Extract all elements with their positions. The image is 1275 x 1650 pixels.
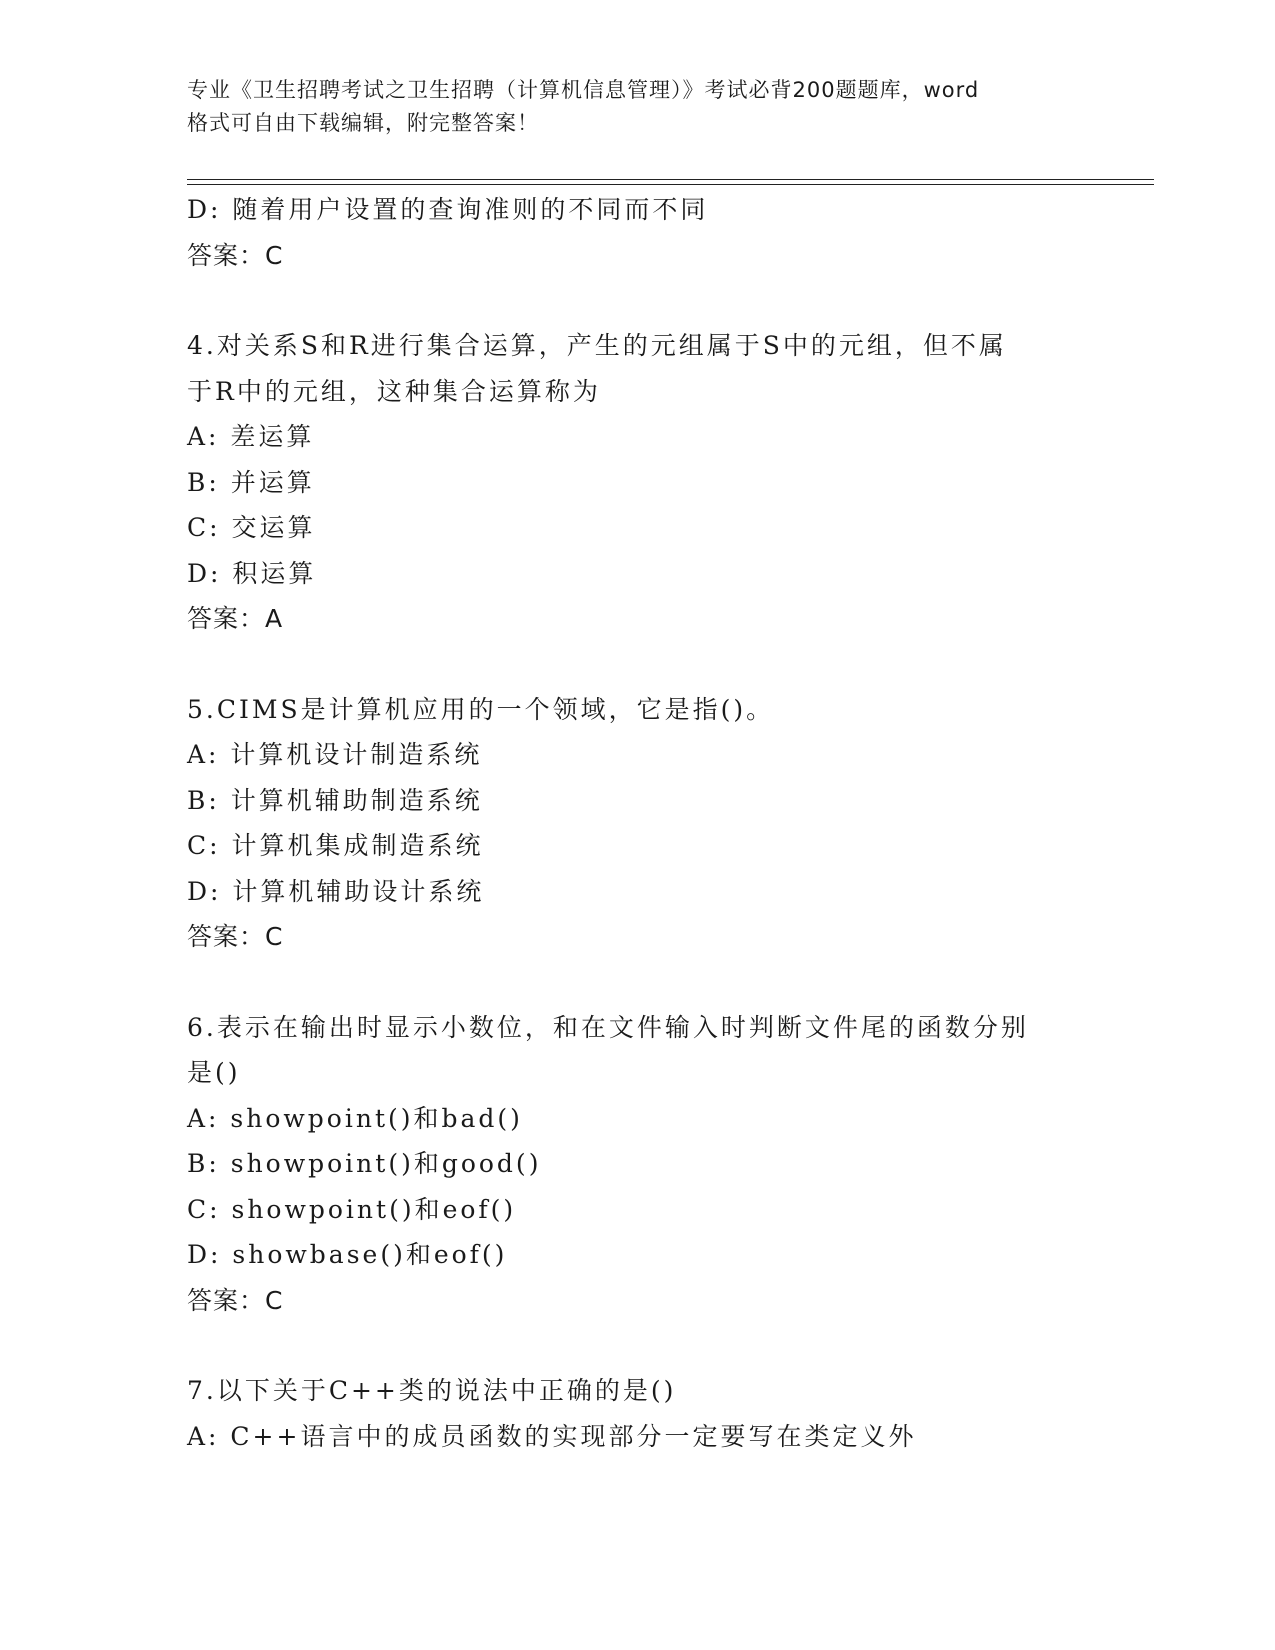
header-line-2: 格式可自由下载编辑，附完整答案！ [187, 111, 539, 135]
q5-option-a: A: 计算机设计制造系统 [187, 740, 483, 769]
q5-option-b: B: 计算机辅助制造系统 [187, 785, 483, 815]
q4-stem-line-2: 于R中的元组，这种集合运算称为 [187, 376, 601, 406]
q6-stem-line-2: 是() [187, 1058, 241, 1087]
q4-answer: 答案：A [187, 604, 284, 633]
q4-option-b: B: 并运算 [187, 467, 315, 497]
q6-option-c: C: showpoint()和eof() [187, 1194, 517, 1224]
header-divider-top [187, 179, 1154, 180]
spacer [187, 642, 1147, 687]
spacer [187, 960, 1147, 1005]
q6-option-d: D: showbase()和eof() [187, 1240, 508, 1269]
q5-answer: 答案：C [187, 922, 284, 951]
spacer [187, 278, 1147, 323]
q7-option-a: A: C++语言中的成员函数的实现部分一定要写在类定义外 [187, 1421, 917, 1451]
q6-option-a: A: showpoint()和bad() [187, 1103, 523, 1133]
q6-answer: 答案：C [187, 1285, 284, 1315]
q6-option-b: B: showpoint()和good() [187, 1149, 542, 1178]
q5-option-d: D: 计算机辅助设计系统 [187, 876, 485, 906]
q6-stem-line-1: 6.表示在输出时显示小数位，和在文件输入时判断文件尾的函数分别 [187, 1012, 1029, 1042]
question-list [187, 187, 1147, 1459]
q5-stem-line-1: 5.CIMS是计算机应用的一个领域，它是指()。 [187, 694, 775, 724]
q3-answer: 答案：C [187, 240, 284, 270]
q7-stem-line-1: 7.以下关于C++类的说法中正确的是() [187, 1376, 677, 1405]
q4-option-d: D: 积运算 [187, 558, 317, 588]
q4-stem-line-1: 4.对关系S和R进行集合运算，产生的元组属于S中的元组，但不属 [187, 331, 1007, 360]
q3-option-d: D: 随着用户设置的查询准则的不同而不同 [187, 195, 709, 224]
q5-option-c: C: 计算机集成制造系统 [187, 831, 484, 860]
q4-option-a: A: 差运算 [187, 422, 315, 451]
q4-option-c: C: 交运算 [187, 513, 316, 542]
spacer [187, 1323, 1147, 1368]
header-line-1: 专业《卫生招聘考试之卫生招聘（计算机信息管理）》考试必背200题题库，word [187, 78, 980, 102]
header-divider-bottom [187, 184, 1154, 185]
document-header [187, 74, 1087, 140]
